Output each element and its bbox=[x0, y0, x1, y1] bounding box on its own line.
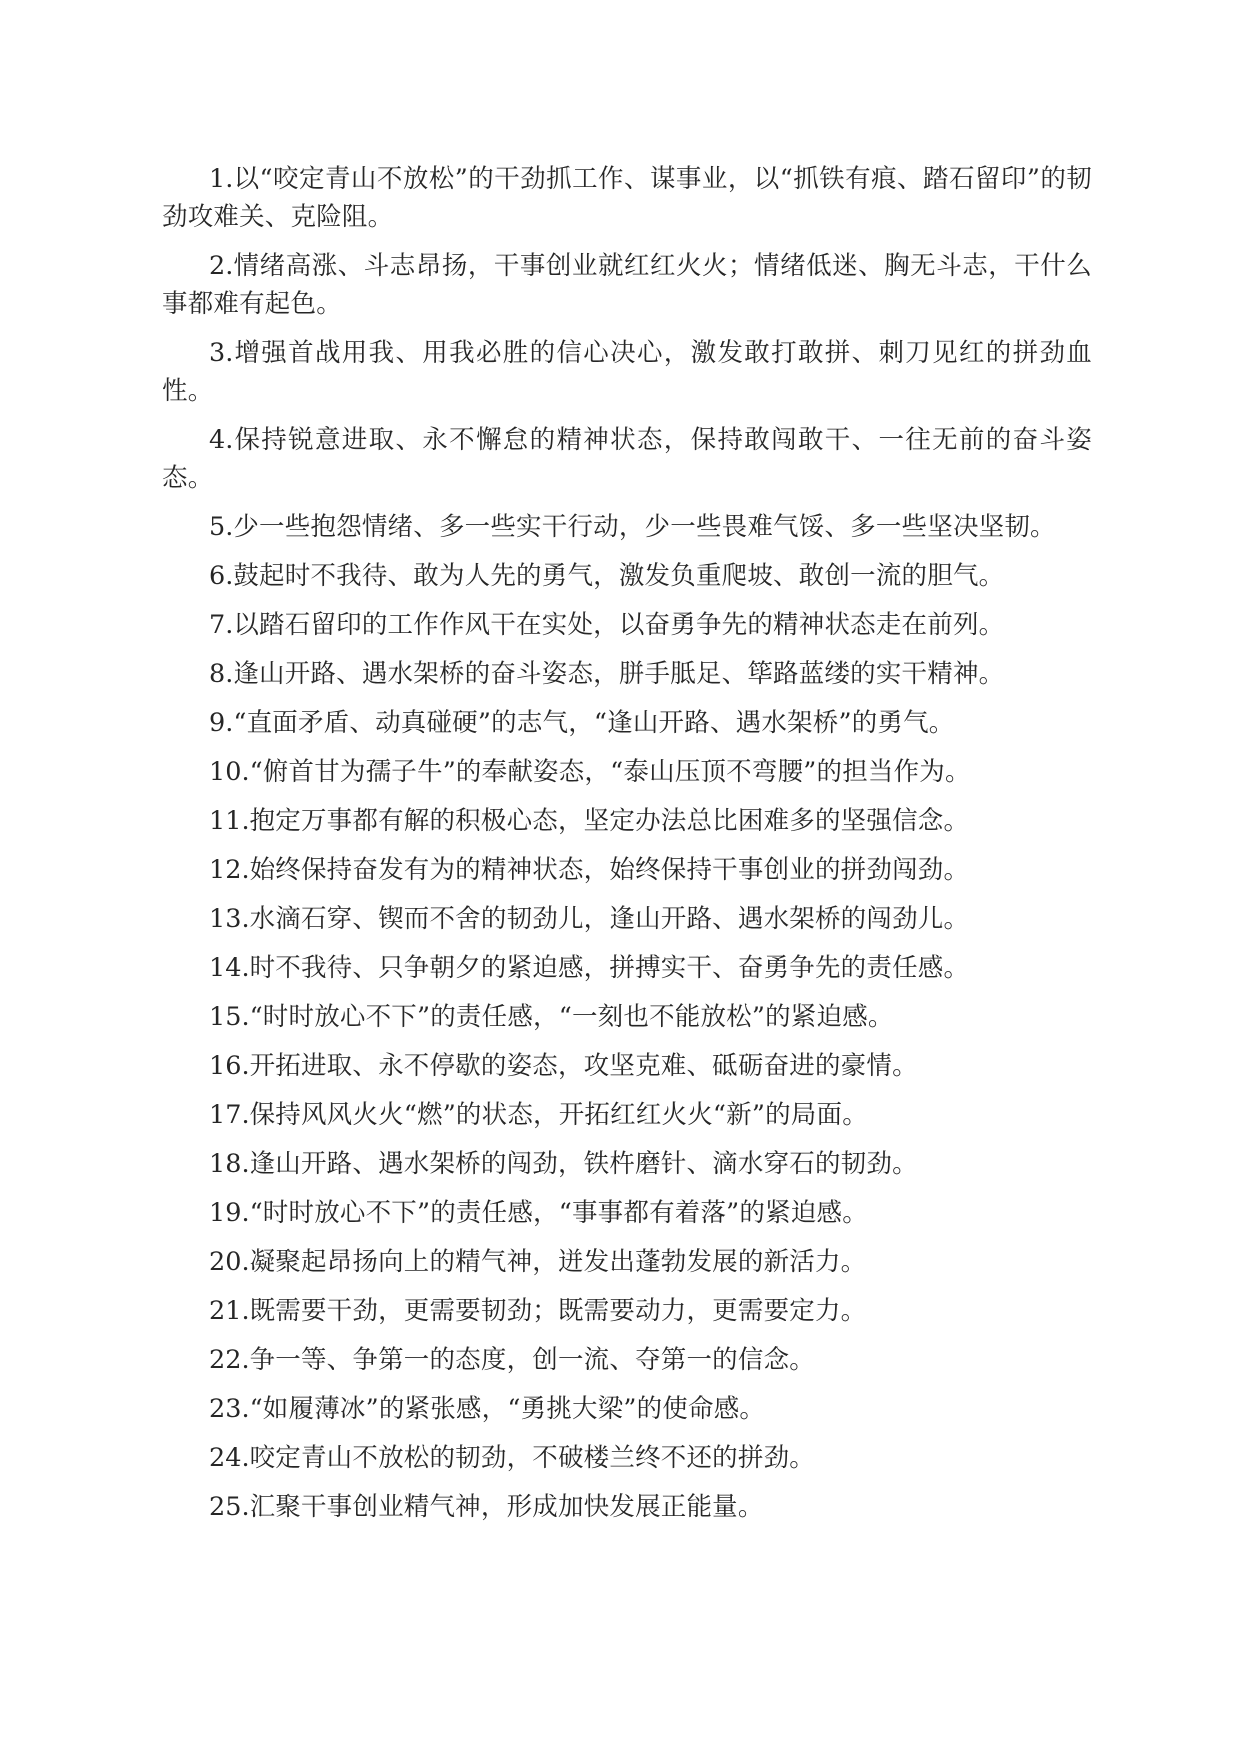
item-text: 情绪高涨、斗志昂扬，干事创业就红红火火；情绪低迷、胸无斗志，干什么事都难有起色。 bbox=[162, 251, 1092, 319]
item-text: “时时放心不下”的责任感，“事事都有着落”的紧迫感。 bbox=[249, 1198, 868, 1228]
list-item bbox=[162, 606, 1092, 644]
item-text: “如履薄冰”的紧张感，“勇挑大梁”的使命感。 bbox=[249, 1394, 766, 1424]
list-item bbox=[162, 1292, 1092, 1330]
list-item bbox=[162, 753, 1092, 791]
item-number: 12. bbox=[209, 855, 250, 885]
item-text: 保持风风火火“燃”的状态，开拓红红火火“新”的局面。 bbox=[249, 1100, 868, 1130]
item-number: 6. bbox=[209, 561, 234, 591]
item-number: 11. bbox=[209, 806, 250, 836]
item-text: 争一等、争第一的态度，创一流、夺第一的信念。 bbox=[249, 1345, 815, 1375]
item-text: “时时放心不下”的责任感，“一刻也不能放松”的紧迫感。 bbox=[249, 1002, 894, 1032]
list-item bbox=[162, 1243, 1092, 1281]
list-item bbox=[162, 334, 1092, 410]
list-item bbox=[162, 247, 1092, 323]
numbered-list bbox=[162, 160, 1092, 1537]
item-number: 22. bbox=[209, 1345, 250, 1375]
item-number: 21. bbox=[209, 1296, 250, 1326]
item-number: 4. bbox=[209, 425, 234, 455]
item-number: 3. bbox=[209, 338, 234, 368]
item-text: 汇聚干事创业精气神，形成加快发展正能量。 bbox=[249, 1492, 764, 1522]
item-number: 25. bbox=[209, 1492, 250, 1522]
list-item bbox=[162, 160, 1092, 236]
item-number: 2. bbox=[209, 251, 234, 281]
item-text: 咬定青山不放松的韧劲，不破楼兰终不还的拼劲。 bbox=[249, 1443, 815, 1473]
list-item bbox=[162, 1488, 1092, 1526]
list-item bbox=[162, 1341, 1092, 1379]
item-text: 凝聚起昂扬向上的精气神，迸发出蓬勃发展的新活力。 bbox=[249, 1247, 867, 1277]
item-number: 1. bbox=[209, 164, 234, 194]
item-text: 抱定万事都有解的积极心态，坚定办法总比困难多的坚强信念。 bbox=[249, 806, 970, 836]
item-text: 逢山开路、遇水架桥的闯劲，铁杵磨针、滴水穿石的韧劲。 bbox=[249, 1149, 918, 1179]
list-item bbox=[162, 557, 1092, 595]
list-item bbox=[162, 900, 1092, 938]
list-item bbox=[162, 998, 1092, 1036]
item-text: 逢山开路、遇水架桥的奋斗姿态，胼手胝足、筚路蓝缕的实干精神。 bbox=[233, 659, 1005, 689]
item-number: 10. bbox=[209, 757, 250, 787]
item-number: 16. bbox=[209, 1051, 250, 1081]
item-number: 15. bbox=[209, 1002, 250, 1032]
item-text: 时不我待、只争朝夕的紧迫感，拼搏实干、奋勇争先的责任感。 bbox=[249, 953, 970, 983]
item-text: “俯首甘为孺子牛”的奉献姿态，“泰山压顶不弯腰”的担当作为。 bbox=[249, 757, 971, 787]
item-number: 9. bbox=[209, 708, 234, 738]
item-text: 少一些抱怨情绪、多一些实干行动，少一些畏难气馁、多一些坚决坚韧。 bbox=[233, 512, 1056, 542]
list-item bbox=[162, 802, 1092, 840]
list-item bbox=[162, 1194, 1092, 1232]
item-number: 20. bbox=[209, 1247, 250, 1277]
list-item bbox=[162, 1047, 1092, 1085]
item-number: 18. bbox=[209, 1149, 250, 1179]
item-text: 以踏石留印的工作作风干在实处，以奋勇争先的精神状态走在前列。 bbox=[233, 610, 1005, 640]
list-item bbox=[162, 704, 1092, 742]
list-item bbox=[162, 1390, 1092, 1428]
item-text: 始终保持奋发有为的精神状态，始终保持干事创业的拼劲闯劲。 bbox=[249, 855, 970, 885]
item-number: 14. bbox=[209, 953, 250, 983]
item-text: 保持锐意进取、永不懈怠的精神状态，保持敢闯敢干、一往无前的奋斗姿态。 bbox=[162, 425, 1092, 493]
item-text: 开拓进取、永不停歇的姿态，攻坚克难、砥砺奋进的豪情。 bbox=[249, 1051, 918, 1081]
list-item bbox=[162, 851, 1092, 889]
item-text: 增强首战用我、用我必胜的信心决心，激发敢打敢拼、刺刀见红的拼劲血性。 bbox=[162, 338, 1092, 406]
item-number: 7. bbox=[209, 610, 234, 640]
item-number: 8. bbox=[209, 659, 234, 689]
item-text: 水滴石穿、锲而不舍的韧劲儿，逢山开路、遇水架桥的闯劲儿。 bbox=[249, 904, 970, 934]
item-text: “直面矛盾、动真碰硬”的志气，“逢山开路、遇水架桥”的勇气。 bbox=[233, 708, 955, 738]
item-number: 5. bbox=[209, 512, 234, 542]
list-item bbox=[162, 421, 1092, 497]
list-item bbox=[162, 1439, 1092, 1477]
list-item bbox=[162, 949, 1092, 987]
list-item bbox=[162, 508, 1092, 546]
item-number: 17. bbox=[209, 1100, 250, 1130]
list-item bbox=[162, 1145, 1092, 1183]
item-number: 24. bbox=[209, 1443, 250, 1473]
item-number: 23. bbox=[209, 1394, 250, 1424]
item-text: 既需要干劲，更需要韧劲；既需要动力，更需要定力。 bbox=[249, 1296, 867, 1326]
item-number: 19. bbox=[209, 1198, 250, 1228]
item-number: 13. bbox=[209, 904, 250, 934]
list-item bbox=[162, 1096, 1092, 1134]
item-text: 以“咬定青山不放松”的干劲抓工作、谋事业，以“抓铁有痕、踏石留印”的韧劲攻难关、克险阻。 bbox=[162, 164, 1092, 232]
list-item bbox=[162, 655, 1092, 693]
item-text: 鼓起时不我待、敢为人先的勇气，激发负重爬坡、敢创一流的胆气。 bbox=[233, 561, 1005, 591]
